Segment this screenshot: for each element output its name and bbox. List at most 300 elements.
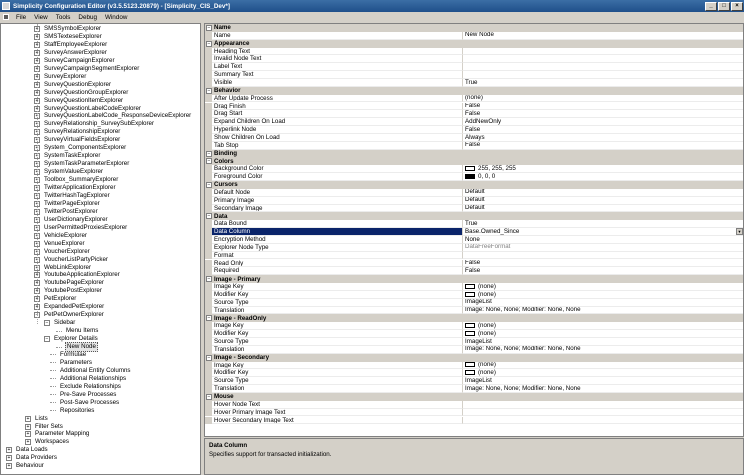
property-row[interactable] (205, 48, 743, 56)
tree-item[interactable] (50, 391, 117, 399)
property-name: Read Only (212, 260, 463, 268)
expand-icon[interactable]: + (35, 113, 39, 120)
category-row[interactable] (205, 212, 743, 220)
property-row[interactable] (205, 307, 743, 315)
explorer-tree[interactable] (0, 23, 201, 475)
row-gutter (205, 103, 212, 111)
expand-icon[interactable]: + (35, 248, 39, 255)
tree-item[interactable] (34, 200, 101, 208)
tree-item[interactable] (34, 295, 77, 303)
property-name: Encryption Method (212, 236, 463, 244)
collapse-icon[interactable]: − (207, 213, 211, 220)
collapse-icon[interactable]: − (207, 40, 211, 47)
tree-item[interactable] (34, 49, 108, 57)
property-row[interactable] (205, 338, 743, 346)
tree-item-label: SurveyExplorer (44, 72, 87, 80)
row-gutter (205, 220, 212, 228)
category-label: Cursors (214, 181, 238, 189)
tree-item-label: SystemTaskExplorer (44, 152, 101, 160)
tree-item[interactable] (50, 351, 87, 359)
maximize-button[interactable]: □ (718, 2, 730, 11)
tree-item[interactable] (34, 97, 124, 105)
property-grid[interactable] (204, 23, 744, 437)
property-row[interactable] (205, 417, 743, 425)
expand-icon[interactable]: + (35, 280, 39, 287)
minimize-button[interactable]: _ (705, 2, 717, 11)
tree-item[interactable] (34, 264, 92, 272)
property-row[interactable] (205, 228, 743, 236)
category-header (205, 181, 238, 189)
tree-item-label: UserDictionaryExplorer (44, 215, 108, 223)
tree-connector (50, 394, 56, 395)
tree-item[interactable] (34, 81, 112, 89)
tree-item-label: Additional Entity Columns (60, 366, 131, 374)
tree-item-label: Formulae (60, 350, 87, 358)
property-row[interactable] (205, 369, 743, 377)
property-row[interactable] (205, 322, 743, 330)
row-gutter (205, 330, 212, 338)
property-value[interactable] (463, 189, 743, 197)
property-value-text: (none) (478, 283, 496, 290)
property-name: Summary Text (212, 71, 463, 79)
tree-connector (50, 402, 56, 403)
property-row[interactable] (205, 197, 743, 205)
property-row[interactable] (205, 244, 743, 252)
collapse-icon[interactable]: − (207, 158, 211, 165)
tree-item[interactable] (50, 399, 120, 407)
property-value[interactable] (463, 71, 743, 79)
tree-item[interactable] (34, 168, 104, 176)
property-value[interactable] (463, 110, 743, 118)
row-gutter (205, 260, 212, 268)
menu-tools[interactable]: Tools (55, 13, 71, 21)
tree-item[interactable] (34, 57, 116, 65)
tree-item[interactable] (34, 160, 130, 168)
collapse-icon[interactable]: − (207, 393, 211, 400)
property-value[interactable] (463, 79, 743, 87)
expand-icon[interactable]: + (35, 192, 39, 199)
property-row[interactable] (205, 346, 743, 354)
property-row[interactable] (205, 299, 743, 307)
property-value[interactable] (463, 409, 743, 417)
tree-item-new-node[interactable] (56, 343, 98, 351)
collapse-icon[interactable]: − (207, 181, 211, 188)
expand-icon[interactable]: + (35, 304, 39, 311)
property-value-text: False (465, 126, 481, 133)
collapse-icon[interactable]: − (207, 315, 211, 322)
expand-icon[interactable]: + (35, 296, 39, 303)
expand-icon[interactable]: + (35, 89, 39, 96)
property-row[interactable] (205, 377, 743, 385)
help-description: Specifies support for transacted initialization. (209, 451, 332, 458)
category-header (205, 212, 227, 220)
property-value[interactable] (463, 205, 743, 213)
property-value[interactable] (463, 252, 743, 260)
property-value[interactable] (463, 103, 743, 111)
property-value[interactable] (463, 95, 743, 103)
property-value[interactable] (463, 236, 743, 244)
property-value[interactable] (463, 228, 743, 236)
property-value-text: False (465, 110, 481, 117)
tree-item[interactable] (34, 303, 105, 311)
category-label: Binding (214, 150, 238, 158)
tree-item-label: YoutubePostExplorer (44, 287, 102, 295)
property-value[interactable] (463, 417, 743, 425)
category-row[interactable] (205, 275, 743, 283)
property-row[interactable] (205, 291, 743, 299)
category-row[interactable] (205, 87, 743, 95)
menu-window[interactable]: Window (104, 13, 128, 21)
property-value[interactable] (463, 118, 743, 126)
property-value[interactable] (463, 322, 743, 330)
collapse-icon[interactable]: − (207, 276, 211, 283)
property-value[interactable] (463, 377, 743, 385)
tree-connector (50, 378, 56, 379)
tree-item[interactable] (34, 152, 101, 160)
collapse-icon[interactable]: − (45, 320, 49, 327)
property-value[interactable] (463, 385, 743, 393)
tree-item-label: TwitterPostExplorer (44, 207, 98, 215)
tree-item-label: Menu Items (66, 327, 99, 335)
property-name: Source Type (212, 377, 463, 385)
category-header (205, 314, 266, 322)
property-name: Translation (212, 385, 463, 393)
property-row[interactable] (205, 205, 743, 213)
category-label: Mouse (214, 393, 234, 401)
expand-icon[interactable]: + (35, 137, 39, 144)
property-value[interactable] (463, 291, 743, 299)
tree-item[interactable] (34, 279, 105, 287)
property-row[interactable] (205, 63, 743, 71)
tree-item[interactable] (34, 224, 128, 232)
expand-icon[interactable]: + (35, 105, 39, 112)
property-name: Hyperlink Node (212, 126, 463, 134)
expand-icon[interactable]: + (35, 153, 39, 160)
tree-item-sidebar[interactable] (44, 319, 76, 327)
property-row[interactable] (205, 95, 743, 103)
tree-item[interactable] (25, 430, 90, 438)
expand-icon[interactable]: + (35, 256, 39, 263)
tree-item[interactable] (25, 415, 49, 423)
tree-item-label: SystemValueExplorer (44, 168, 104, 176)
property-value[interactable] (463, 126, 743, 134)
property-row[interactable] (205, 362, 743, 370)
collapse-icon[interactable]: − (35, 312, 39, 319)
tree-connector (50, 370, 56, 371)
tree-item-label: Parameters (60, 358, 92, 366)
property-name: Data Column (212, 228, 463, 236)
collapse-icon[interactable]: − (45, 336, 49, 343)
property-row[interactable] (205, 165, 743, 173)
property-value[interactable] (463, 63, 743, 71)
expand-icon[interactable]: + (35, 57, 39, 64)
close-button[interactable]: × (731, 2, 743, 11)
property-value[interactable] (463, 142, 743, 150)
category-row[interactable] (205, 157, 743, 165)
row-gutter (205, 173, 212, 181)
property-row[interactable] (205, 173, 743, 181)
property-row[interactable] (205, 409, 743, 417)
category-header (205, 393, 234, 401)
tree-item[interactable] (34, 120, 155, 128)
collapse-icon[interactable]: − (207, 150, 211, 157)
property-row[interactable] (205, 330, 743, 338)
title-bar (0, 0, 744, 12)
property-row[interactable] (205, 79, 743, 87)
tree-item[interactable] (6, 454, 58, 462)
tree-item[interactable] (34, 112, 192, 120)
tree-item[interactable] (6, 462, 45, 470)
tree-item[interactable] (34, 184, 117, 192)
property-value-text: Default (465, 204, 485, 212)
expand-icon[interactable]: + (35, 129, 39, 136)
tree-item[interactable] (34, 192, 111, 200)
expand-icon[interactable]: + (35, 161, 39, 168)
expand-icon[interactable]: + (35, 97, 39, 104)
expand-icon[interactable]: + (26, 439, 30, 446)
tree-item[interactable] (34, 73, 87, 81)
tree-item-label: PetPetOwnerExplorer (44, 311, 104, 319)
property-row[interactable] (205, 252, 743, 260)
tree-item[interactable] (34, 248, 91, 256)
property-name: Hover Node Text (212, 401, 463, 409)
tree-item[interactable] (50, 383, 122, 391)
tree-item[interactable] (34, 33, 103, 41)
tree-item[interactable] (34, 311, 105, 319)
menu-file[interactable]: File (16, 13, 27, 21)
category-label: Name (214, 24, 231, 32)
property-row[interactable] (205, 55, 743, 63)
property-value[interactable] (463, 299, 743, 307)
expand-icon[interactable]: + (35, 200, 39, 207)
property-row[interactable] (205, 32, 743, 40)
menu-view[interactable]: View (34, 13, 48, 21)
property-value[interactable] (463, 260, 743, 268)
menu-debug[interactable]: Debug (78, 13, 97, 21)
dropdown-arrow-icon[interactable]: ▼ (737, 229, 742, 235)
property-value-text: (none) (478, 330, 496, 337)
tree-item[interactable] (25, 423, 64, 431)
tree-item-label: WebLinkExplorer (44, 263, 92, 271)
property-value[interactable] (463, 338, 743, 346)
tree-item[interactable] (34, 136, 121, 144)
tree-item[interactable] (34, 105, 142, 113)
tree-item[interactable] (34, 232, 88, 240)
property-value[interactable] (463, 283, 743, 291)
property-name: Foreground Color (212, 173, 463, 181)
tree-item-label: YoutubeApplicationExplorer (44, 271, 120, 279)
expand-icon[interactable]: + (35, 65, 39, 72)
property-value[interactable] (463, 165, 743, 173)
expand-icon[interactable]: + (35, 121, 39, 128)
property-value[interactable] (463, 346, 743, 354)
expand-icon[interactable]: + (35, 33, 39, 40)
property-name: Drag Start (212, 110, 463, 118)
property-row[interactable] (205, 126, 743, 134)
tree-item[interactable] (6, 446, 49, 454)
category-header (205, 157, 234, 165)
tree-item[interactable] (34, 240, 86, 248)
property-value-text: ImageList (465, 377, 492, 384)
tree-item-label: Additional Relationships (60, 374, 127, 382)
property-name: Heading Text (212, 48, 463, 56)
tree-item[interactable] (34, 144, 127, 152)
tree-item[interactable] (34, 89, 129, 97)
tree-item-label: Pre-Save Processes (60, 390, 117, 398)
expand-icon[interactable]: + (26, 431, 30, 438)
expand-icon[interactable]: + (7, 447, 11, 454)
expand-icon[interactable]: + (35, 41, 39, 48)
expand-icon[interactable]: + (35, 73, 39, 80)
property-row[interactable] (205, 142, 743, 150)
property-value[interactable] (463, 32, 743, 40)
tree-item[interactable] (34, 176, 119, 184)
property-row[interactable] (205, 134, 743, 142)
expand-icon[interactable]: + (35, 216, 39, 223)
expand-icon[interactable]: + (35, 26, 39, 32)
property-name: Tab Stop (212, 142, 463, 150)
help-panel (204, 438, 744, 475)
row-gutter (205, 377, 212, 385)
expand-icon[interactable]: + (35, 232, 39, 239)
property-value[interactable] (463, 55, 743, 63)
property-value[interactable] (463, 244, 743, 252)
property-value[interactable] (463, 134, 743, 142)
tree-item[interactable] (50, 367, 132, 375)
expand-icon[interactable]: + (35, 264, 39, 271)
property-value-text: Base.Owned_Since (465, 228, 520, 235)
tree-item[interactable] (34, 256, 109, 264)
tree-item[interactable] (50, 359, 93, 367)
color-swatch-icon (465, 284, 475, 289)
tree-item[interactable] (34, 25, 102, 33)
expand-icon[interactable]: + (26, 415, 30, 422)
tree-item[interactable] (34, 287, 103, 295)
tree-item[interactable] (34, 271, 121, 279)
tree-item-label: VoucherListPartyPicker (44, 255, 108, 263)
tree-connector (50, 354, 56, 355)
tree-item-label: SurveyQuestionLabelCodeExplorer (44, 104, 141, 112)
collapse-icon[interactable]: − (207, 87, 211, 94)
property-value[interactable] (463, 267, 743, 275)
property-row[interactable] (205, 71, 743, 79)
row-gutter (205, 401, 212, 409)
property-name: Translation (212, 346, 463, 354)
expand-icon[interactable]: + (35, 224, 39, 231)
property-name: Image Key (212, 322, 463, 330)
tree-item-label: PetExplorer (44, 295, 77, 303)
category-row[interactable] (205, 150, 743, 158)
tree-item[interactable] (50, 375, 127, 383)
tree-item-label: UserPermittedProxiesExplorer (44, 223, 128, 231)
property-row[interactable] (205, 267, 743, 275)
property-row[interactable] (205, 110, 743, 118)
property-value[interactable] (463, 330, 743, 338)
property-name: Hover Primary Image Text (212, 409, 463, 417)
property-value[interactable] (463, 362, 743, 370)
tree-item[interactable] (34, 128, 121, 136)
category-row[interactable] (205, 40, 743, 48)
expand-icon[interactable]: + (7, 463, 11, 470)
category-label: Data (214, 212, 228, 220)
property-row[interactable] (205, 385, 743, 393)
property-value-text: False (465, 259, 481, 267)
category-row[interactable] (205, 393, 743, 401)
expand-icon[interactable]: + (35, 185, 39, 191)
category-row[interactable] (205, 181, 743, 189)
tree-item[interactable] (34, 216, 109, 224)
property-value[interactable] (463, 369, 743, 377)
property-value[interactable] (463, 220, 743, 228)
help-title: Data Column (209, 442, 248, 449)
expand-icon[interactable]: + (35, 49, 39, 56)
property-value[interactable] (463, 401, 743, 409)
property-row[interactable] (205, 103, 743, 111)
tree-item-label: Toolbox_SummaryExplorer (44, 176, 119, 184)
expand-icon[interactable]: + (35, 208, 39, 215)
row-gutter (205, 369, 212, 377)
property-row[interactable] (205, 220, 743, 228)
property-value[interactable] (463, 173, 743, 181)
property-row[interactable] (205, 189, 743, 197)
tree-item[interactable] (34, 65, 140, 73)
tree-connector (50, 410, 56, 411)
expand-icon[interactable]: + (35, 177, 39, 184)
collapse-icon[interactable]: − (207, 24, 211, 31)
tree-item[interactable] (34, 41, 108, 49)
property-row[interactable] (205, 236, 743, 244)
category-header (205, 354, 269, 362)
expand-icon[interactable]: + (35, 272, 39, 279)
expand-icon[interactable]: + (35, 81, 39, 88)
expand-icon[interactable]: + (26, 423, 30, 430)
property-value[interactable] (463, 307, 743, 315)
category-row[interactable] (205, 24, 743, 32)
property-value-text: New Node (465, 31, 494, 39)
expand-icon[interactable]: + (35, 240, 39, 247)
row-gutter (205, 252, 212, 260)
property-value-text: True (465, 78, 478, 86)
property-value[interactable] (463, 197, 743, 205)
property-row[interactable] (205, 260, 743, 268)
tree-item-menu-items[interactable] (56, 327, 99, 335)
row-gutter (205, 385, 212, 393)
tree-item-label: YoutubePageExplorer (44, 279, 104, 287)
row-gutter (205, 32, 212, 40)
property-value-text: False (465, 267, 481, 274)
category-row[interactable] (205, 354, 743, 362)
collapse-icon[interactable]: − (207, 354, 211, 361)
property-value[interactable] (463, 48, 743, 56)
tree-item[interactable] (50, 407, 95, 415)
row-gutter (205, 409, 212, 417)
property-row[interactable] (205, 283, 743, 291)
tree-item[interactable] (25, 438, 70, 446)
property-row[interactable] (205, 401, 743, 409)
property-value-text: None (465, 235, 480, 243)
expand-icon[interactable]: + (35, 145, 39, 152)
property-row[interactable] (205, 118, 743, 126)
category-row[interactable] (205, 314, 743, 322)
expand-icon[interactable]: + (35, 169, 39, 176)
property-value-text: (none) (478, 369, 496, 377)
tree-item-label: ExpandedPetExplorer (44, 303, 105, 311)
tree-item-label: VoucherExplorer (44, 247, 90, 255)
expand-icon[interactable]: + (7, 455, 11, 462)
row-gutter (205, 236, 212, 244)
tree-item[interactable] (34, 208, 99, 216)
expand-icon[interactable]: + (35, 288, 39, 295)
